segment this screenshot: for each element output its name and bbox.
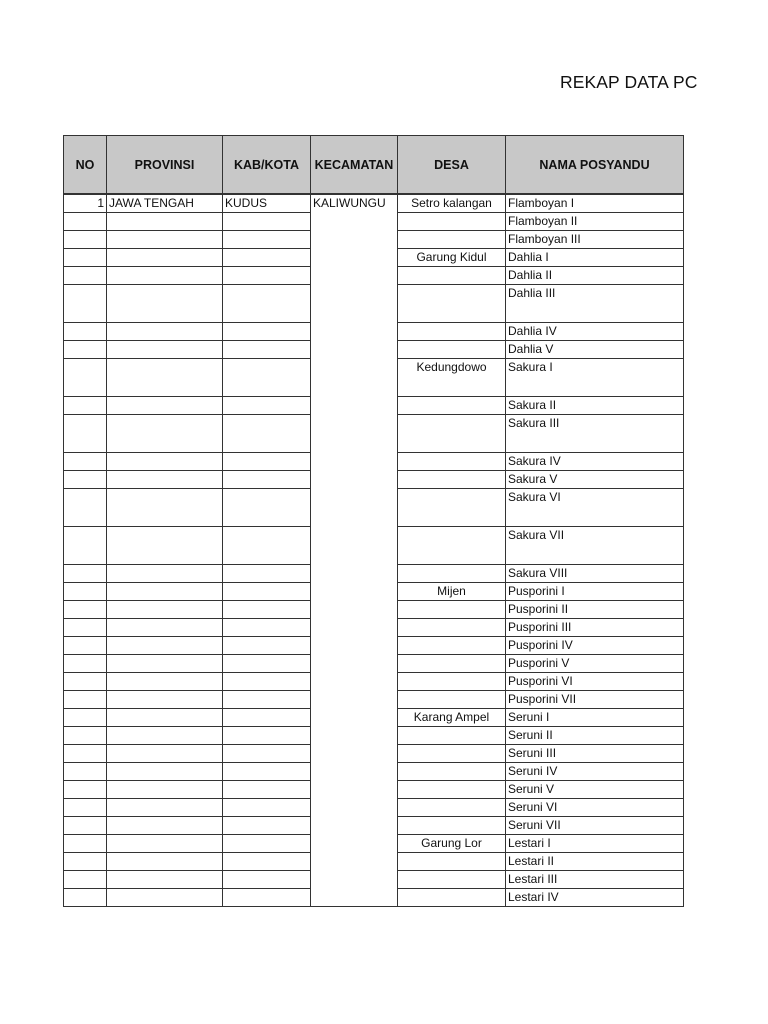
cell-provinsi bbox=[107, 781, 223, 799]
cell-nama-posyandu: Seruni IV bbox=[506, 763, 684, 781]
cell-nama-posyandu: Seruni I bbox=[506, 709, 684, 727]
cell-kabkota: KUDUS bbox=[223, 194, 311, 213]
cell-desa bbox=[398, 781, 506, 799]
cell-provinsi bbox=[107, 619, 223, 637]
cell-provinsi bbox=[107, 489, 223, 527]
cell-desa bbox=[398, 285, 506, 323]
cell-provinsi bbox=[107, 673, 223, 691]
cell-no bbox=[64, 359, 107, 397]
cell-no bbox=[64, 565, 107, 583]
cell-no bbox=[64, 453, 107, 471]
cell-nama-posyandu: Pusporini IV bbox=[506, 637, 684, 655]
cell-provinsi bbox=[107, 601, 223, 619]
cell-no: 1 bbox=[64, 194, 107, 213]
cell-no bbox=[64, 637, 107, 655]
cell-kabkota bbox=[223, 565, 311, 583]
cell-nama-posyandu: Seruni V bbox=[506, 781, 684, 799]
cell-kabkota bbox=[223, 619, 311, 637]
cell-desa bbox=[398, 619, 506, 637]
cell-desa bbox=[398, 673, 506, 691]
cell-provinsi bbox=[107, 323, 223, 341]
cell-provinsi bbox=[107, 853, 223, 871]
cell-kabkota bbox=[223, 727, 311, 745]
cell-kabkota bbox=[223, 745, 311, 763]
cell-provinsi bbox=[107, 565, 223, 583]
cell-desa bbox=[398, 691, 506, 709]
cell-desa bbox=[398, 397, 506, 415]
table-row bbox=[64, 194, 684, 213]
header-nama-posyandu: NAMA POSYANDU bbox=[506, 136, 684, 195]
cell-provinsi bbox=[107, 231, 223, 249]
cell-kabkota bbox=[223, 673, 311, 691]
cell-provinsi bbox=[107, 267, 223, 285]
cell-nama-posyandu: Sakura VIII bbox=[506, 565, 684, 583]
cell-no bbox=[64, 871, 107, 889]
table-header-row bbox=[64, 136, 684, 195]
cell-nama-posyandu: Pusporini V bbox=[506, 655, 684, 673]
cell-desa: Garung Kidul bbox=[398, 249, 506, 267]
header-no: NO bbox=[64, 136, 107, 195]
cell-desa bbox=[398, 853, 506, 871]
cell-no bbox=[64, 583, 107, 601]
cell-provinsi bbox=[107, 745, 223, 763]
cell-kabkota bbox=[223, 489, 311, 527]
cell-desa: Karang Ampel bbox=[398, 709, 506, 727]
cell-nama-posyandu: Dahlia IV bbox=[506, 323, 684, 341]
cell-nama-posyandu: Pusporini VI bbox=[506, 673, 684, 691]
cell-desa bbox=[398, 267, 506, 285]
cell-kabkota bbox=[223, 637, 311, 655]
cell-no bbox=[64, 853, 107, 871]
cell-kabkota bbox=[223, 853, 311, 871]
cell-no bbox=[64, 601, 107, 619]
cell-no bbox=[64, 489, 107, 527]
cell-desa bbox=[398, 637, 506, 655]
cell-nama-posyandu: Sakura V bbox=[506, 471, 684, 489]
cell-kabkota bbox=[223, 341, 311, 359]
cell-no bbox=[64, 231, 107, 249]
cell-desa bbox=[398, 489, 506, 527]
cell-nama-posyandu: Lestari III bbox=[506, 871, 684, 889]
cell-nama-posyandu: Seruni II bbox=[506, 727, 684, 745]
cell-desa bbox=[398, 889, 506, 907]
cell-nama-posyandu: Pusporini II bbox=[506, 601, 684, 619]
cell-provinsi: JAWA TENGAH bbox=[107, 194, 223, 213]
cell-desa bbox=[398, 527, 506, 565]
cell-desa bbox=[398, 323, 506, 341]
cell-kabkota bbox=[223, 453, 311, 471]
cell-no bbox=[64, 415, 107, 453]
cell-desa bbox=[398, 799, 506, 817]
cell-no bbox=[64, 285, 107, 323]
cell-desa bbox=[398, 415, 506, 453]
cell-desa: Garung Lor bbox=[398, 835, 506, 853]
cell-no bbox=[64, 763, 107, 781]
cell-nama-posyandu: Lestari IV bbox=[506, 889, 684, 907]
cell-nama-posyandu: Seruni III bbox=[506, 745, 684, 763]
cell-provinsi bbox=[107, 415, 223, 453]
cell-desa bbox=[398, 565, 506, 583]
cell-no bbox=[64, 673, 107, 691]
header-kecamatan: KECAMATAN bbox=[311, 136, 398, 195]
cell-kabkota bbox=[223, 817, 311, 835]
cell-desa bbox=[398, 745, 506, 763]
cell-nama-posyandu: Dahlia II bbox=[506, 267, 684, 285]
cell-nama-posyandu: Sakura IV bbox=[506, 453, 684, 471]
header-kabkota: KAB/KOTA bbox=[223, 136, 311, 195]
cell-desa: Mijen bbox=[398, 583, 506, 601]
cell-no bbox=[64, 781, 107, 799]
cell-kabkota bbox=[223, 415, 311, 453]
cell-kabkota bbox=[223, 359, 311, 397]
cell-kabkota bbox=[223, 691, 311, 709]
cell-provinsi bbox=[107, 655, 223, 673]
cell-kabkota bbox=[223, 763, 311, 781]
cell-kabkota bbox=[223, 889, 311, 907]
cell-desa bbox=[398, 453, 506, 471]
cell-desa bbox=[398, 601, 506, 619]
cell-provinsi bbox=[107, 249, 223, 267]
cell-no bbox=[64, 527, 107, 565]
cell-provinsi bbox=[107, 763, 223, 781]
cell-no bbox=[64, 745, 107, 763]
cell-nama-posyandu: Sakura I bbox=[506, 359, 684, 397]
header-desa: DESA bbox=[398, 136, 506, 195]
cell-kabkota bbox=[223, 397, 311, 415]
cell-no bbox=[64, 691, 107, 709]
cell-kabkota bbox=[223, 527, 311, 565]
cell-provinsi bbox=[107, 341, 223, 359]
cell-no bbox=[64, 341, 107, 359]
cell-nama-posyandu: Pusporini VII bbox=[506, 691, 684, 709]
cell-provinsi bbox=[107, 527, 223, 565]
cell-provinsi bbox=[107, 727, 223, 745]
cell-no bbox=[64, 213, 107, 231]
cell-desa bbox=[398, 231, 506, 249]
cell-provinsi bbox=[107, 835, 223, 853]
cell-kabkota bbox=[223, 601, 311, 619]
cell-kabkota bbox=[223, 583, 311, 601]
cell-desa bbox=[398, 817, 506, 835]
cell-provinsi bbox=[107, 471, 223, 489]
cell-provinsi bbox=[107, 871, 223, 889]
cell-kabkota bbox=[223, 267, 311, 285]
cell-desa: Setro kalangan bbox=[398, 194, 506, 213]
cell-no bbox=[64, 709, 107, 727]
rekap-table bbox=[63, 135, 684, 907]
cell-kabkota bbox=[223, 249, 311, 267]
cell-desa bbox=[398, 655, 506, 673]
cell-no bbox=[64, 727, 107, 745]
cell-kabkota bbox=[223, 285, 311, 323]
cell-no bbox=[64, 889, 107, 907]
cell-kabkota bbox=[223, 871, 311, 889]
cell-provinsi bbox=[107, 817, 223, 835]
cell-kabkota bbox=[223, 655, 311, 673]
cell-nama-posyandu: Seruni VII bbox=[506, 817, 684, 835]
cell-nama-posyandu: Flamboyan I bbox=[506, 194, 684, 213]
cell-provinsi bbox=[107, 709, 223, 727]
cell-nama-posyandu: Lestari I bbox=[506, 835, 684, 853]
cell-kabkota bbox=[223, 213, 311, 231]
cell-nama-posyandu: Pusporini I bbox=[506, 583, 684, 601]
cell-provinsi bbox=[107, 889, 223, 907]
cell-no bbox=[64, 655, 107, 673]
cell-nama-posyandu: Flamboyan III bbox=[506, 231, 684, 249]
cell-nama-posyandu: Lestari II bbox=[506, 853, 684, 871]
cell-no bbox=[64, 619, 107, 637]
cell-provinsi bbox=[107, 637, 223, 655]
cell-kabkota bbox=[223, 471, 311, 489]
cell-no bbox=[64, 397, 107, 415]
cell-nama-posyandu: Flamboyan II bbox=[506, 213, 684, 231]
cell-provinsi bbox=[107, 285, 223, 323]
cell-desa bbox=[398, 341, 506, 359]
cell-kabkota bbox=[223, 781, 311, 799]
cell-provinsi bbox=[107, 799, 223, 817]
cell-no bbox=[64, 471, 107, 489]
cell-nama-posyandu: Sakura VI bbox=[506, 489, 684, 527]
cell-desa bbox=[398, 727, 506, 745]
cell-provinsi bbox=[107, 453, 223, 471]
cell-provinsi bbox=[107, 359, 223, 397]
cell-no bbox=[64, 835, 107, 853]
cell-nama-posyandu: Dahlia V bbox=[506, 341, 684, 359]
header-provinsi: PROVINSI bbox=[107, 136, 223, 195]
cell-nama-posyandu: Pusporini III bbox=[506, 619, 684, 637]
cell-kecamatan: KALIWUNGU bbox=[311, 194, 398, 907]
cell-kabkota bbox=[223, 835, 311, 853]
cell-nama-posyandu: Sakura III bbox=[506, 415, 684, 453]
cell-nama-posyandu: Sakura II bbox=[506, 397, 684, 415]
cell-nama-posyandu: Dahlia III bbox=[506, 285, 684, 323]
cell-kabkota bbox=[223, 709, 311, 727]
cell-kabkota bbox=[223, 799, 311, 817]
cell-no bbox=[64, 249, 107, 267]
cell-kabkota bbox=[223, 231, 311, 249]
cell-provinsi bbox=[107, 583, 223, 601]
cell-desa bbox=[398, 871, 506, 889]
cell-desa bbox=[398, 213, 506, 231]
cell-nama-posyandu: Seruni VI bbox=[506, 799, 684, 817]
cell-desa bbox=[398, 471, 506, 489]
cell-no bbox=[64, 323, 107, 341]
cell-no bbox=[64, 267, 107, 285]
cell-desa: Kedungdowo bbox=[398, 359, 506, 397]
cell-kabkota bbox=[223, 323, 311, 341]
table-body bbox=[64, 194, 684, 907]
cell-provinsi bbox=[107, 213, 223, 231]
cell-no bbox=[64, 817, 107, 835]
cell-provinsi bbox=[107, 691, 223, 709]
page-title: REKAP DATA PC bbox=[560, 72, 698, 92]
cell-nama-posyandu: Sakura VII bbox=[506, 527, 684, 565]
cell-desa bbox=[398, 763, 506, 781]
cell-provinsi bbox=[107, 397, 223, 415]
cell-no bbox=[64, 799, 107, 817]
cell-nama-posyandu: Dahlia I bbox=[506, 249, 684, 267]
